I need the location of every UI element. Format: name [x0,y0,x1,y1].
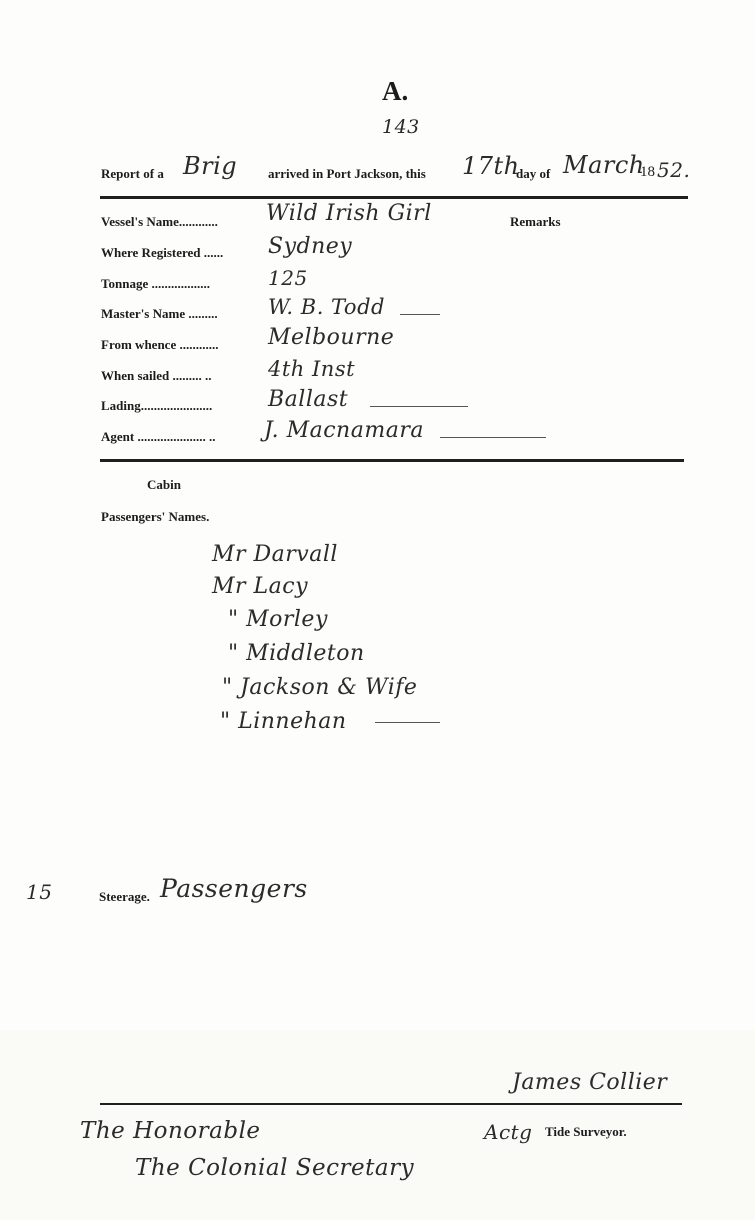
field-fill-dash [440,437,546,438]
cabin-passenger: " Morley [228,607,328,632]
cabin-passenger: " Jackson & Wife [222,675,418,700]
field-fill-dash [400,314,440,315]
header-rule [100,196,688,199]
form-letter: A. [382,76,409,106]
signature-prefix: Actg [484,1120,533,1144]
year-handwritten: 52. [657,158,691,182]
field-value-masters-name: W. B. Todd [268,295,385,319]
vessel-type-value: Brig [183,152,238,180]
cabin-passenger: Mr Darvall [212,542,338,567]
arrived-label: arrived in Port Jackson, this [268,166,426,181]
field-value-agent: J. Macnamara [264,418,424,443]
cabin-passenger: " Middleton [228,641,365,666]
steerage-label: Steerage. [99,889,150,904]
fields-rule [100,459,684,462]
cabin-passenger: Mr Lacy [212,574,309,599]
month-value: March [563,151,645,179]
field-label-tonnage: Tonnage .................. [101,276,210,291]
field-label-when-sailed: When sailed ......... .. [101,368,212,383]
folio-number: 143 [382,116,420,138]
signature-rule [100,1103,682,1105]
field-value-lading: Ballast [268,387,349,412]
passenger-fill-dash [375,722,440,723]
field-fill-dash [370,406,468,407]
report-of-label: Report of a [101,166,164,181]
field-label-where-registered: Where Registered ...... [101,245,224,260]
field-label-from-whence: From whence ............ [101,337,219,352]
field-value-tonnage: 125 [268,266,308,290]
field-label-masters-name: Master's Name ......... [101,306,218,321]
cabin-label: Cabin [147,477,181,492]
passengers-label: Passengers' Names. [101,509,210,524]
field-value-vessel-name: Wild Irish Girl [266,201,432,226]
steerage-count: 15 [26,880,53,904]
addressee-line-2: The Colonial Secretary [135,1155,415,1181]
remarks-label: Remarks [510,214,561,229]
signature-name: James Collier [512,1070,668,1095]
signature-title: Tide Surveyor. [545,1124,627,1139]
cabin-passenger: " Linnehan [220,709,347,734]
field-value-from-whence: Melbourne [268,325,395,350]
year-printed: 18 [640,164,655,180]
field-value-where-registered: Sydney [268,234,353,259]
field-label-agent: Agent ..................... .. [101,429,216,444]
field-value-when-sailed: 4th Inst [268,357,356,381]
day-value: 17th [462,152,520,180]
day-of-label: day of [516,166,551,181]
addressee-line-1: The Honorable [80,1118,261,1144]
steerage-value: Passengers [160,874,308,903]
field-label-lading: Lading...................... [101,398,213,413]
field-label-vessel-name: Vessel's Name............ [101,214,218,229]
